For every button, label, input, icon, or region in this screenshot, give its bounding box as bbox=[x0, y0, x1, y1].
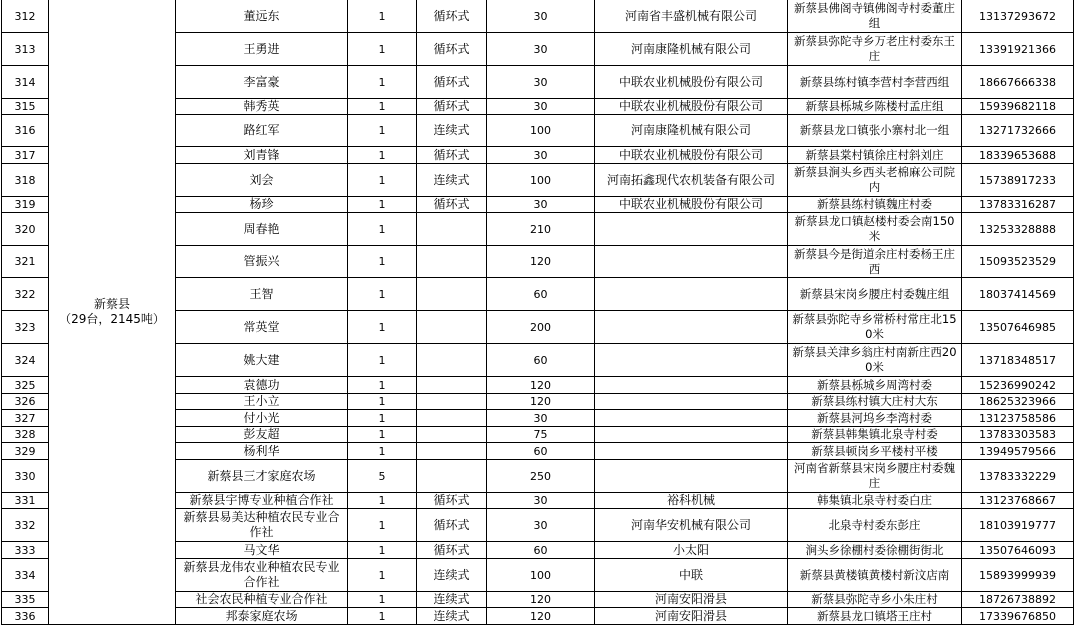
address: 新蔡县顿岗乡平楼村平楼 bbox=[788, 443, 962, 460]
quantity: 1 bbox=[348, 66, 417, 99]
table-body bbox=[2, 0, 1074, 625]
capacity-tons: 100 bbox=[487, 164, 595, 197]
owner-name: 新蔡县龙伟农业种植农民专业合作社 bbox=[176, 559, 348, 592]
dryer-type: 连续式 bbox=[417, 592, 487, 608]
quantity: 1 bbox=[348, 246, 417, 278]
row-number: 328 bbox=[2, 427, 49, 443]
address: 新蔡县弥陀寺乡常桥村常庄北150米 bbox=[788, 311, 962, 344]
quantity: 1 bbox=[348, 99, 417, 115]
address: 新蔡县栎城乡周湾村委 bbox=[788, 377, 962, 394]
owner-name: 新蔡县宇博专业种植合作社 bbox=[176, 493, 348, 509]
capacity-tons: 100 bbox=[487, 559, 595, 592]
capacity-tons: 30 bbox=[487, 509, 595, 542]
dryer-type bbox=[417, 344, 487, 377]
capacity-tons: 30 bbox=[487, 197, 595, 213]
capacity-tons: 120 bbox=[487, 246, 595, 278]
phone-number: 15893999939 bbox=[962, 559, 1074, 592]
quantity: 1 bbox=[348, 410, 417, 427]
manufacturer bbox=[595, 311, 788, 344]
row-number: 326 bbox=[2, 394, 49, 410]
capacity-tons: 30 bbox=[487, 410, 595, 427]
region-cell bbox=[49, 0, 176, 625]
capacity-tons: 200 bbox=[487, 311, 595, 344]
dryer-type: 连续式 bbox=[417, 164, 487, 197]
row-number: 316 bbox=[2, 115, 49, 147]
phone-number: 13271732666 bbox=[962, 115, 1074, 147]
quantity: 1 bbox=[348, 147, 417, 164]
address: 新蔡县今是街道余庄村委杨王庄西 bbox=[788, 246, 962, 278]
manufacturer: 中联农业机械股份有限公司 bbox=[595, 147, 788, 164]
row-number: 320 bbox=[2, 213, 49, 246]
owner-name: 路红军 bbox=[176, 115, 348, 147]
phone-number: 18667666338 bbox=[962, 66, 1074, 99]
row-number: 319 bbox=[2, 197, 49, 213]
capacity-tons: 75 bbox=[487, 427, 595, 443]
dryer-type: 连续式 bbox=[417, 559, 487, 592]
manufacturer: 中联农业机械股份有限公司 bbox=[595, 197, 788, 213]
capacity-tons: 30 bbox=[487, 493, 595, 509]
address: 新蔡县练村镇大庄村大东 bbox=[788, 394, 962, 410]
manufacturer: 河南华安机械有限公司 bbox=[595, 509, 788, 542]
row-number: 329 bbox=[2, 443, 49, 460]
row-number: 324 bbox=[2, 344, 49, 377]
phone-number: 13718348517 bbox=[962, 344, 1074, 377]
owner-name: 杨利华 bbox=[176, 443, 348, 460]
quantity: 1 bbox=[348, 608, 417, 625]
quantity: 1 bbox=[348, 197, 417, 213]
row-number: 330 bbox=[2, 460, 49, 493]
row-number: 315 bbox=[2, 99, 49, 115]
owner-name: 彭友超 bbox=[176, 427, 348, 443]
dryer-type: 循环式 bbox=[417, 147, 487, 164]
quantity: 1 bbox=[348, 592, 417, 608]
row-number: 313 bbox=[2, 33, 49, 66]
dryer-type: 循环式 bbox=[417, 66, 487, 99]
manufacturer: 裕科机械 bbox=[595, 493, 788, 509]
manufacturer bbox=[595, 377, 788, 394]
phone-number: 13507646985 bbox=[962, 311, 1074, 344]
owner-name: 王智 bbox=[176, 278, 348, 311]
address: 新蔡县韩集镇北泉寺村委 bbox=[788, 427, 962, 443]
quantity: 1 bbox=[348, 427, 417, 443]
dryer-type: 循环式 bbox=[417, 33, 487, 66]
region-summary: （29台，2145吨） bbox=[59, 312, 165, 326]
address: 新蔡县棠村镇徐庄村斜刘庄 bbox=[788, 147, 962, 164]
quantity: 1 bbox=[348, 0, 417, 33]
quantity: 1 bbox=[348, 394, 417, 410]
owner-name: 袁德功 bbox=[176, 377, 348, 394]
capacity-tons: 30 bbox=[487, 0, 595, 33]
manufacturer bbox=[595, 278, 788, 311]
row-number: 325 bbox=[2, 377, 49, 394]
dryer-type: 循环式 bbox=[417, 509, 487, 542]
phone-number: 18726738892 bbox=[962, 592, 1074, 608]
capacity-tons: 120 bbox=[487, 608, 595, 625]
address: 北泉寺村委东彭庄 bbox=[788, 509, 962, 542]
row-number: 332 bbox=[2, 509, 49, 542]
row-number: 336 bbox=[2, 608, 49, 625]
address: 新蔡县涧头乡西头老棉麻公司院内 bbox=[788, 164, 962, 197]
dryer-type bbox=[417, 443, 487, 460]
manufacturer bbox=[595, 394, 788, 410]
phone-number: 13783303583 bbox=[962, 427, 1074, 443]
manufacturer bbox=[595, 443, 788, 460]
phone-number: 13949579566 bbox=[962, 443, 1074, 460]
manufacturer: 河南康隆机械有限公司 bbox=[595, 33, 788, 66]
quantity: 1 bbox=[348, 311, 417, 344]
manufacturer: 中联 bbox=[595, 559, 788, 592]
manufacturer: 河南安阳滑县 bbox=[595, 592, 788, 608]
row-number: 312 bbox=[2, 0, 49, 33]
dryer-type bbox=[417, 377, 487, 394]
phone-number: 13137293672 bbox=[962, 0, 1074, 33]
phone-number: 13253328888 bbox=[962, 213, 1074, 246]
manufacturer: 河南拓鑫现代农机装备有限公司 bbox=[595, 164, 788, 197]
address: 新蔡县练村镇魏庄村委 bbox=[788, 197, 962, 213]
manufacturer bbox=[595, 427, 788, 443]
address: 新蔡县河坞乡李湾村委 bbox=[788, 410, 962, 427]
capacity-tons: 250 bbox=[487, 460, 595, 493]
dryer-type bbox=[417, 394, 487, 410]
address: 新蔡县佛阁寺镇佛阁寺村委董庄组 bbox=[788, 0, 962, 33]
quantity: 1 bbox=[348, 213, 417, 246]
address: 新蔡县弥陀寺乡万老庄村委东王庄 bbox=[788, 33, 962, 66]
phone-number: 13507646093 bbox=[962, 542, 1074, 559]
quantity: 1 bbox=[348, 164, 417, 197]
address: 新蔡县关津乡翁庄村南新庄西200米 bbox=[788, 344, 962, 377]
quantity: 1 bbox=[348, 33, 417, 66]
owner-name: 周春艳 bbox=[176, 213, 348, 246]
address: 新蔡县弥陀寺乡小朱庄村 bbox=[788, 592, 962, 608]
capacity-tons: 120 bbox=[487, 394, 595, 410]
manufacturer bbox=[595, 213, 788, 246]
phone-number: 13783332229 bbox=[962, 460, 1074, 493]
quantity: 1 bbox=[348, 509, 417, 542]
dryer-type bbox=[417, 460, 487, 493]
manufacturer: 中联农业机械股份有限公司 bbox=[595, 99, 788, 115]
phone-number: 15236990242 bbox=[962, 377, 1074, 394]
owner-name: 邦泰家庭农场 bbox=[176, 608, 348, 625]
address: 涧头乡徐棚村委徐棚街街北 bbox=[788, 542, 962, 559]
manufacturer bbox=[595, 344, 788, 377]
owner-name: 马文华 bbox=[176, 542, 348, 559]
manufacturer: 河南康隆机械有限公司 bbox=[595, 115, 788, 147]
owner-name: 新蔡县易美达种植农民专业合作社 bbox=[176, 509, 348, 542]
quantity: 1 bbox=[348, 115, 417, 147]
phone-number: 18103919777 bbox=[962, 509, 1074, 542]
dryer-type: 循环式 bbox=[417, 99, 487, 115]
capacity-tons: 60 bbox=[487, 278, 595, 311]
phone-number: 18339653688 bbox=[962, 147, 1074, 164]
dryer-type bbox=[417, 427, 487, 443]
row-number: 334 bbox=[2, 559, 49, 592]
row-number: 333 bbox=[2, 542, 49, 559]
table-row bbox=[2, 0, 1074, 33]
address: 新蔡县龙口镇塔王庄村 bbox=[788, 608, 962, 625]
quantity: 1 bbox=[348, 344, 417, 377]
dryer-type: 循环式 bbox=[417, 542, 487, 559]
row-number: 322 bbox=[2, 278, 49, 311]
quantity: 1 bbox=[348, 443, 417, 460]
address: 河南省新蔡县宋岗乡腰庄村委魏庄 bbox=[788, 460, 962, 493]
dryer-type bbox=[417, 311, 487, 344]
owner-name: 王勇进 bbox=[176, 33, 348, 66]
manufacturer: 中联农业机械股份有限公司 bbox=[595, 66, 788, 99]
quantity: 1 bbox=[348, 542, 417, 559]
capacity-tons: 120 bbox=[487, 592, 595, 608]
quantity: 1 bbox=[348, 278, 417, 311]
phone-number: 18625323966 bbox=[962, 394, 1074, 410]
region-name: 新蔡县 bbox=[93, 297, 130, 311]
address: 新蔡县练村镇李营村李营西组 bbox=[788, 66, 962, 99]
capacity-tons: 120 bbox=[487, 377, 595, 394]
capacity-tons: 30 bbox=[487, 147, 595, 164]
phone-number: 13391921366 bbox=[962, 33, 1074, 66]
quantity: 1 bbox=[348, 559, 417, 592]
address: 新蔡县宋岗乡腰庄村委魏庄组 bbox=[788, 278, 962, 311]
row-number: 331 bbox=[2, 493, 49, 509]
capacity-tons: 60 bbox=[487, 542, 595, 559]
dryer-type bbox=[417, 278, 487, 311]
owner-name: 王小立 bbox=[176, 394, 348, 410]
dryer-type bbox=[417, 213, 487, 246]
row-number: 318 bbox=[2, 164, 49, 197]
row-number: 317 bbox=[2, 147, 49, 164]
phone-number: 15939682118 bbox=[962, 99, 1074, 115]
capacity-tons: 60 bbox=[487, 443, 595, 460]
dryer-type bbox=[417, 246, 487, 278]
quantity: 1 bbox=[348, 377, 417, 394]
capacity-tons: 100 bbox=[487, 115, 595, 147]
manufacturer bbox=[595, 460, 788, 493]
address: 新蔡县黄楼镇黄楼村新汶店南 bbox=[788, 559, 962, 592]
dryer-registry-table bbox=[1, 0, 1074, 625]
capacity-tons: 30 bbox=[487, 99, 595, 115]
owner-name: 付小光 bbox=[176, 410, 348, 427]
phone-number: 15738917233 bbox=[962, 164, 1074, 197]
dryer-type: 连续式 bbox=[417, 115, 487, 147]
dryer-type: 循环式 bbox=[417, 0, 487, 33]
manufacturer: 河南省丰盛机械有限公司 bbox=[595, 0, 788, 33]
owner-name: 刘青锋 bbox=[176, 147, 348, 164]
phone-number: 17339676850 bbox=[962, 608, 1074, 625]
phone-number: 13123768667 bbox=[962, 493, 1074, 509]
dryer-type: 连续式 bbox=[417, 608, 487, 625]
owner-name: 新蔡县三才家庭农场 bbox=[176, 460, 348, 493]
phone-number: 18037414569 bbox=[962, 278, 1074, 311]
quantity: 5 bbox=[348, 460, 417, 493]
owner-name: 社会农民种植专业合作社 bbox=[176, 592, 348, 608]
address: 新蔡县龙口镇张小寨村北一组 bbox=[788, 115, 962, 147]
manufacturer bbox=[595, 246, 788, 278]
manufacturer: 河南安阳滑县 bbox=[595, 608, 788, 625]
dryer-type: 循环式 bbox=[417, 493, 487, 509]
manufacturer bbox=[595, 410, 788, 427]
quantity: 1 bbox=[348, 493, 417, 509]
capacity-tons: 210 bbox=[487, 213, 595, 246]
owner-name: 杨珍 bbox=[176, 197, 348, 213]
address: 韩集镇北泉寺村委白庄 bbox=[788, 493, 962, 509]
phone-number: 13783316287 bbox=[962, 197, 1074, 213]
owner-name: 董远东 bbox=[176, 0, 348, 33]
owner-name: 李富豪 bbox=[176, 66, 348, 99]
address: 新蔡县龙口镇赵楼村委会南150米 bbox=[788, 213, 962, 246]
capacity-tons: 30 bbox=[487, 66, 595, 99]
address: 新蔡县栎城乡陈楼村孟庄组 bbox=[788, 99, 962, 115]
owner-name: 姚大建 bbox=[176, 344, 348, 377]
row-number: 321 bbox=[2, 246, 49, 278]
row-number: 323 bbox=[2, 311, 49, 344]
capacity-tons: 30 bbox=[487, 33, 595, 66]
manufacturer: 小太阳 bbox=[595, 542, 788, 559]
row-number: 335 bbox=[2, 592, 49, 608]
owner-name: 常英堂 bbox=[176, 311, 348, 344]
dryer-type bbox=[417, 410, 487, 427]
dryer-type: 循环式 bbox=[417, 197, 487, 213]
owner-name: 刘会 bbox=[176, 164, 348, 197]
phone-number: 13123758586 bbox=[962, 410, 1074, 427]
phone-number: 15093523529 bbox=[962, 246, 1074, 278]
owner-name: 韩秀英 bbox=[176, 99, 348, 115]
owner-name: 管振兴 bbox=[176, 246, 348, 278]
capacity-tons: 60 bbox=[487, 344, 595, 377]
row-number: 314 bbox=[2, 66, 49, 99]
row-number: 327 bbox=[2, 410, 49, 427]
